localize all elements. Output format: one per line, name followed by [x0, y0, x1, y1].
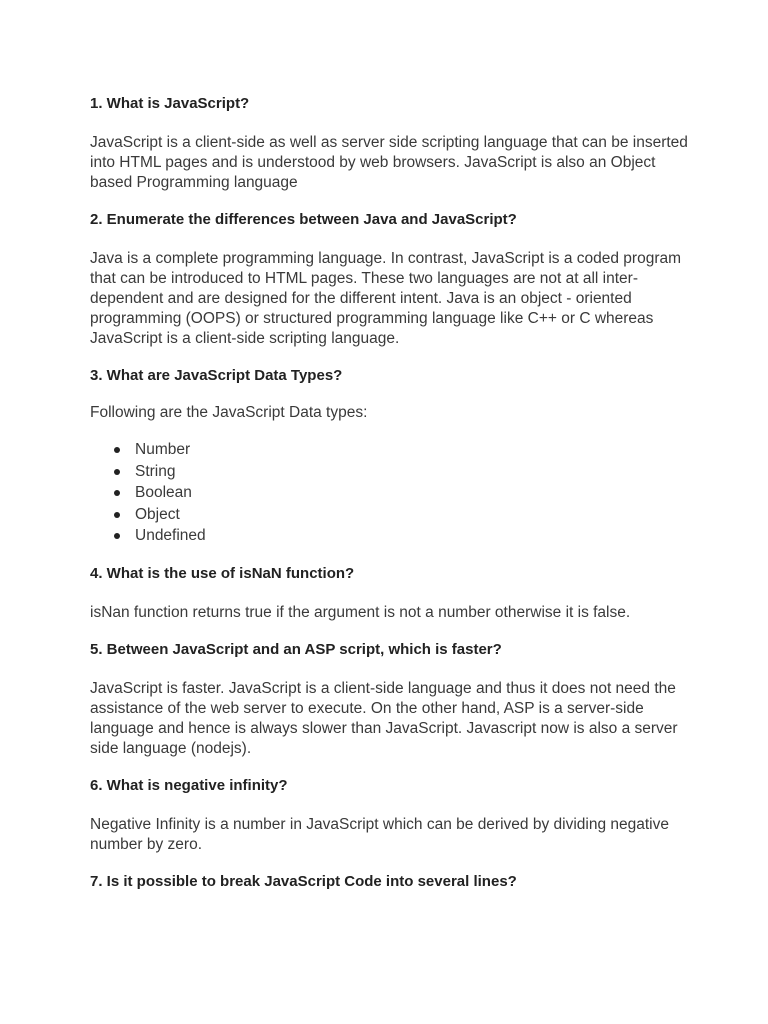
list-item: [90, 439, 690, 461]
question-heading: 4. What is the use of isNaN function?: [90, 564, 355, 582]
question-heading: 5. Between JavaScript and an ASP script, which is faster?: [90, 640, 502, 658]
bullet-icon: [114, 447, 120, 453]
bullet-icon: [114, 469, 120, 475]
question-heading: 7. Is it possible to break JavaScript Code into several lines?: [90, 872, 517, 890]
answer-paragraph: JavaScript is faster. JavaScript is a client-side language and thus it does not need the assistance of the web server to execute. On the other hand, ASP is a server-side language and hence is always slower than JavaScript. Javascript now is also a server side language (nodejs).: [90, 679, 678, 757]
question-heading: 3. What are JavaScript Data Types?: [90, 367, 343, 384]
list-item: [90, 482, 690, 504]
answer-paragraph: Java is a complete programming language. In contrast, JavaScript is a coded program that can be introduced to HTML pages. These two languages are not at all inter-dependent and are designed for the different intent. Java is an object - oriented programming (OOPS) or structured programming language like C++ or C whereas JavaScript is a client-side scripting language.: [90, 250, 682, 347]
answer-paragraph: Negative Infinity is a number in JavaScript which can be derived by dividing negative number by zero.: [90, 815, 669, 853]
question-heading: 6. What is negative infinity?: [90, 776, 288, 794]
list-item-label: Boolean: [135, 484, 192, 501]
list-item-label: Undefined: [135, 527, 206, 544]
data-types-list: [90, 439, 690, 547]
bullet-icon: [114, 512, 120, 518]
answer-paragraph: JavaScript is a client-side as well as server side scripting language that can be inserted into HTML pages and is understood by web browsers. JavaScript is also an Object based Programming language: [90, 134, 688, 191]
list-item: [90, 461, 690, 483]
list-item-label: String: [135, 462, 176, 480]
list-item: [90, 525, 690, 547]
question-heading: 2. Enumerate the differences between Java and JavaScript?: [90, 211, 517, 228]
list-item: [90, 504, 690, 526]
bullet-icon: [114, 490, 120, 496]
document-page: [90, 95, 690, 891]
answer-paragraph: isNan function returns true if the argument is not a number otherwise it is false.: [90, 603, 631, 621]
list-item-label: Number: [135, 441, 191, 458]
answer-paragraph: Following are the JavaScript Data types:: [90, 404, 368, 421]
list-item-label: Object: [135, 505, 180, 523]
question-heading: 1. What is JavaScript?: [90, 95, 250, 112]
bullet-icon: [114, 533, 120, 539]
